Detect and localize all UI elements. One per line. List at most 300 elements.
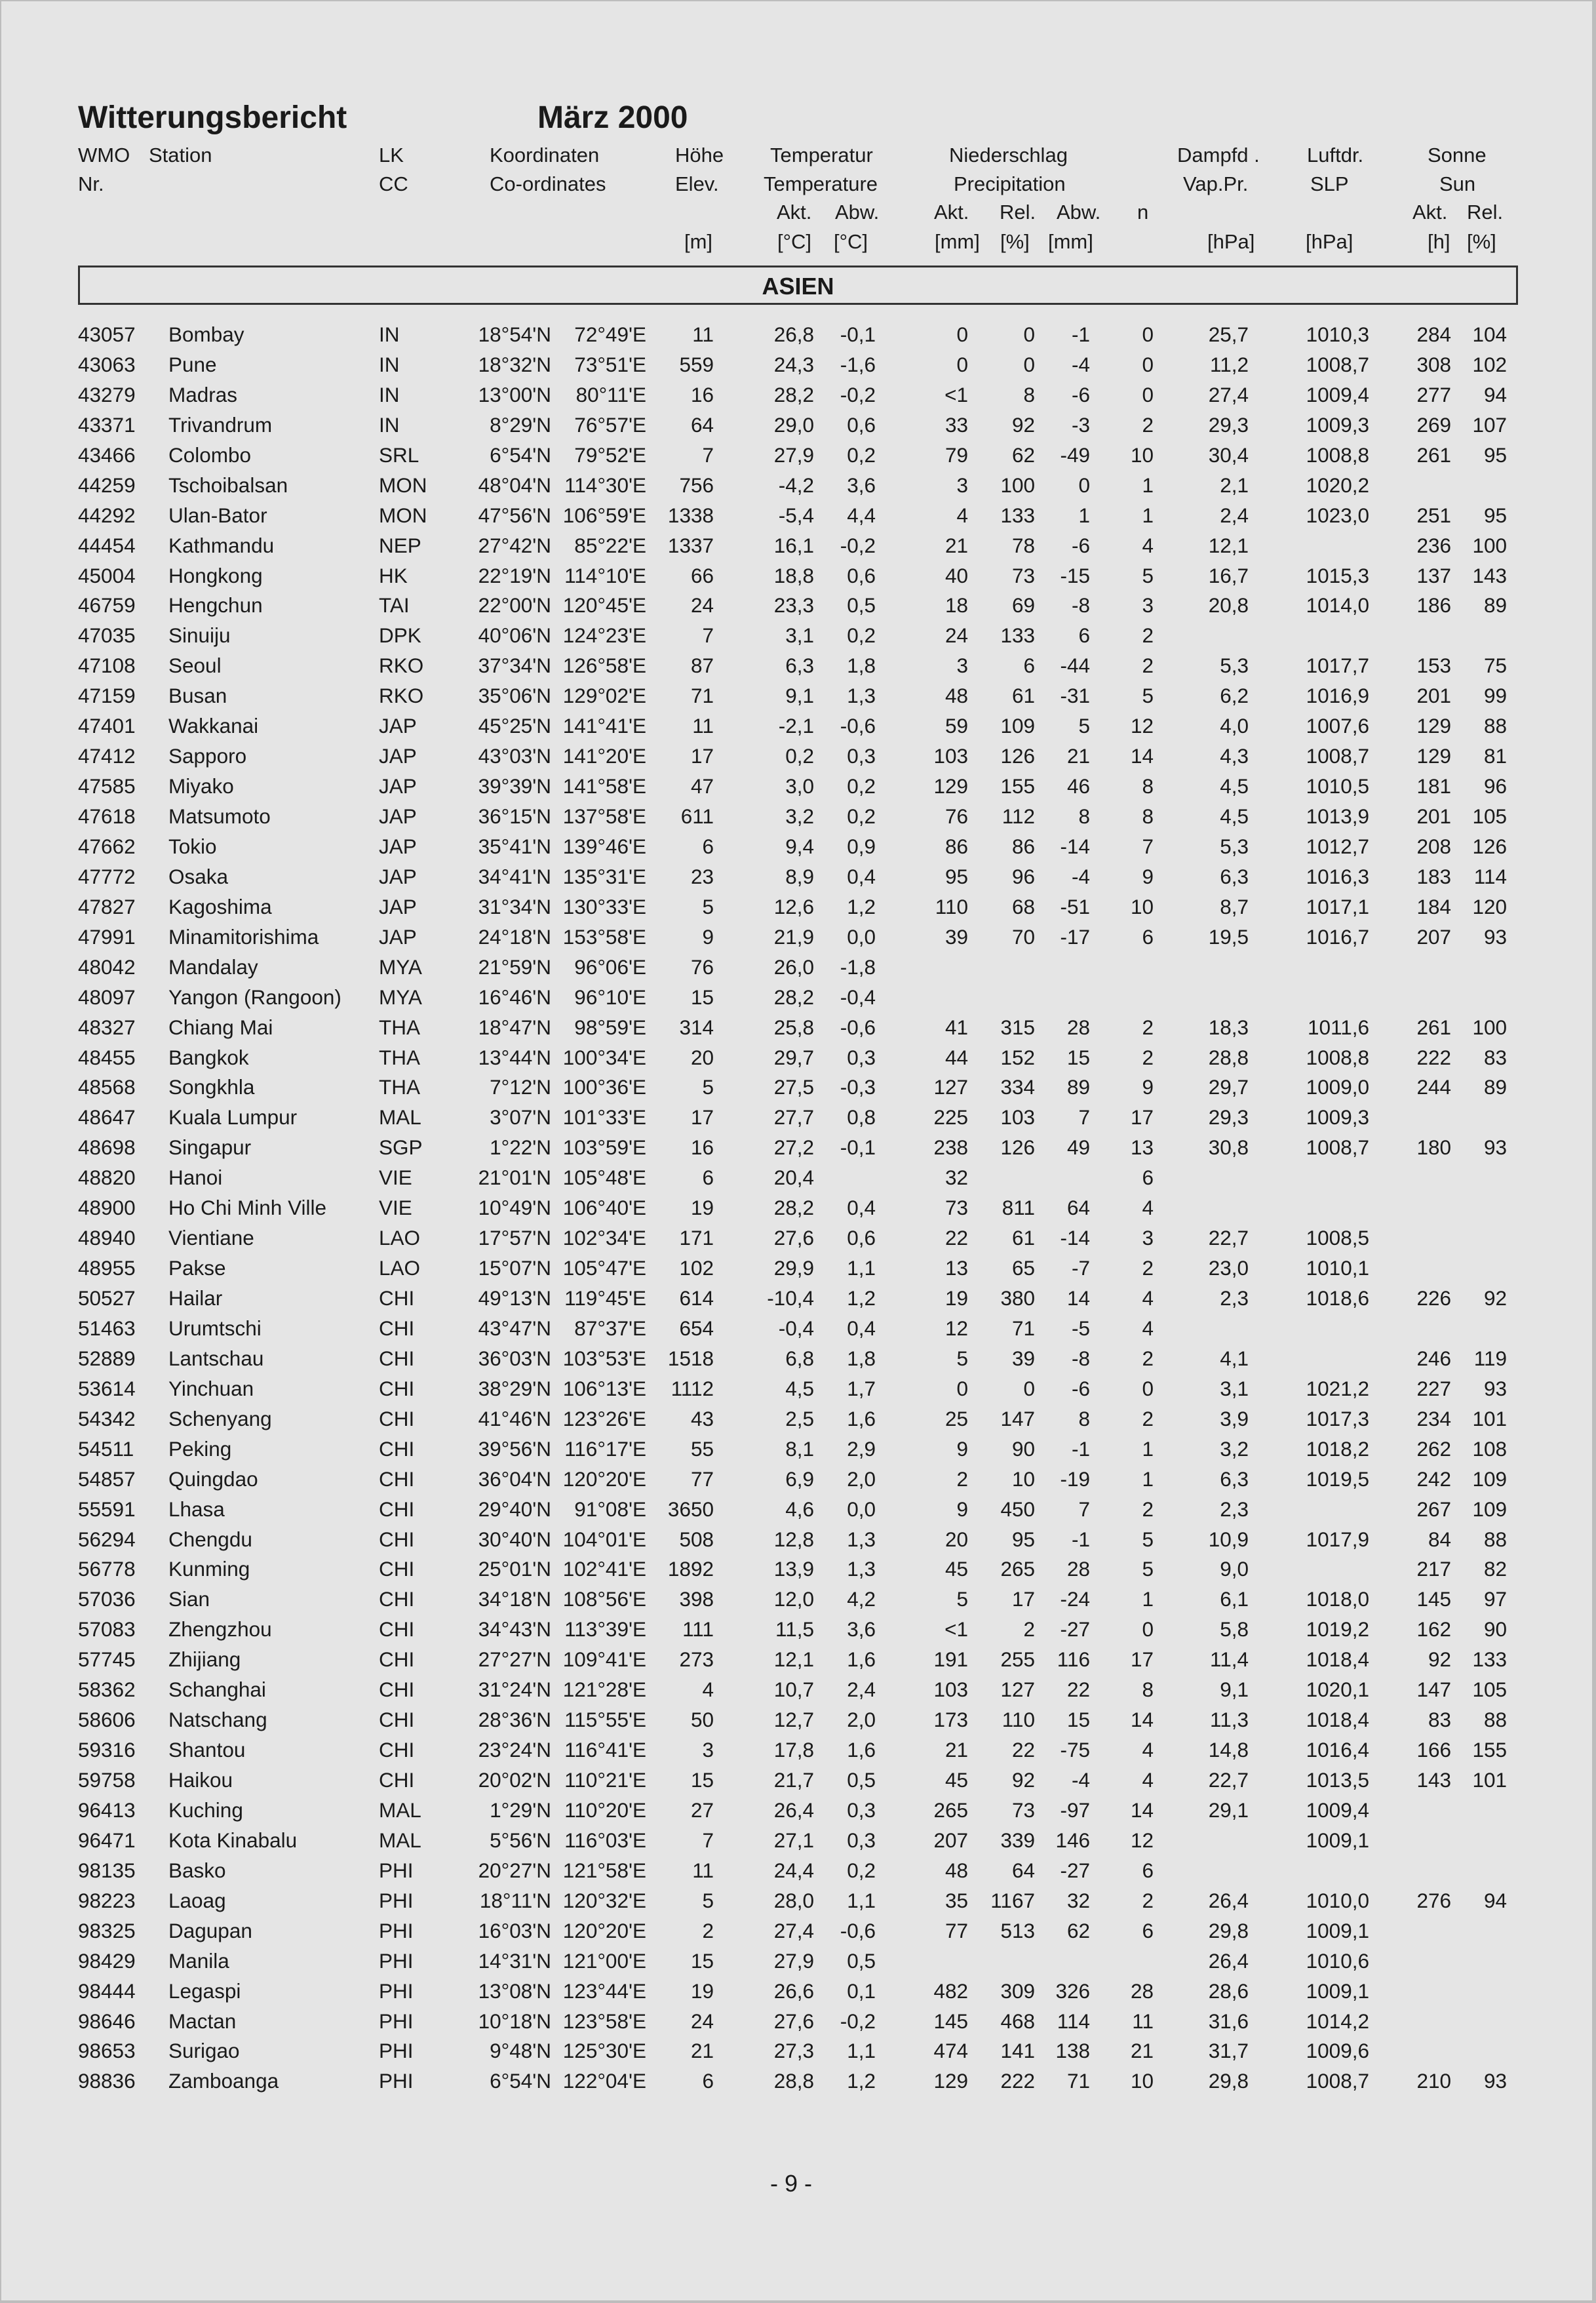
cell-station-name: Kuala Lumpur xyxy=(168,1105,298,1130)
cell-elevation: 9 xyxy=(702,924,714,949)
cell-sun-rel: 89 xyxy=(1483,593,1507,618)
cell-precip-dev: -8 xyxy=(1071,1346,1090,1370)
cell-precip-dev: 15 xyxy=(1066,1045,1090,1069)
cell-wmo-number: 59758 xyxy=(78,1768,136,1792)
cell-precip-days: 28 xyxy=(1130,1978,1154,2003)
cell-wmo-number: 48455 xyxy=(78,1045,136,1069)
cell-precip-dev: -49 xyxy=(1060,443,1090,467)
cell-temp-actual: 26,4 xyxy=(773,1798,814,1822)
cell-station-name: Busan xyxy=(168,684,227,708)
cell-sun-hours: 153 xyxy=(1416,654,1451,678)
cell-sea-level-pressure: 1014,2 xyxy=(1306,2009,1369,2033)
cell-precip-actual: 103 xyxy=(933,1678,968,1702)
cell-longitude: 105°47'E xyxy=(562,1256,646,1280)
cell-vapour-pressure: 3,2 xyxy=(1220,1436,1249,1461)
cell-sun-hours: 210 xyxy=(1416,2069,1451,2093)
cell-precip-days: 10 xyxy=(1130,894,1154,918)
cell-latitude: 39°39'N xyxy=(478,774,551,798)
cell-sun-hours: 251 xyxy=(1416,503,1451,527)
cell-elevation: 24 xyxy=(690,593,714,618)
cell-temp-deviation: 2,0 xyxy=(847,1466,876,1491)
table-row xyxy=(1,561,1596,591)
cell-temp-actual: 8,9 xyxy=(785,864,814,888)
cell-precip-days: 4 xyxy=(1142,1768,1154,1792)
cell-temp-deviation: 0,2 xyxy=(847,774,876,798)
cell-precip-dev: -17 xyxy=(1060,924,1090,949)
cell-sun-rel: 92 xyxy=(1483,1286,1507,1310)
cell-longitude: 137°58'E xyxy=(562,804,646,828)
cell-precip-dev: -51 xyxy=(1060,894,1090,918)
cell-country-code: PHI xyxy=(379,2069,414,2093)
cell-precip-actual: 9 xyxy=(956,1497,968,1521)
cell-elevation: 314 xyxy=(679,1015,714,1039)
cell-sun-hours: 227 xyxy=(1416,1376,1451,1400)
cell-temp-deviation: -0,1 xyxy=(840,1135,876,1160)
cell-station-name: Legaspi xyxy=(168,1978,241,2003)
cell-precip-rel: 152 xyxy=(1000,1045,1035,1069)
cell-sun-rel: 88 xyxy=(1483,1527,1507,1551)
header-temp-de: Temperatur xyxy=(770,144,873,167)
cell-sun-rel: 89 xyxy=(1483,1075,1507,1099)
cell-temp-actual: 12,6 xyxy=(773,894,814,918)
cell-precip-actual: 238 xyxy=(933,1135,968,1160)
cell-temp-actual: 10,7 xyxy=(773,1678,814,1702)
cell-station-name: Chiang Mai xyxy=(168,1015,273,1039)
cell-longitude: 135°31'E xyxy=(562,864,646,888)
header-temp-abw: Abw. xyxy=(835,201,880,224)
cell-precip-rel: 62 xyxy=(1011,443,1035,467)
cell-longitude: 121°28'E xyxy=(562,1678,646,1702)
cell-longitude: 113°39'E xyxy=(564,1617,646,1642)
cell-temp-deviation: 0,0 xyxy=(847,924,876,949)
cell-precip-days: 14 xyxy=(1130,1708,1154,1732)
cell-precip-dev: 146 xyxy=(1055,1828,1090,1852)
cell-precip-days: 4 xyxy=(1142,533,1154,557)
cell-sea-level-pressure: 1017,7 xyxy=(1306,654,1369,678)
cell-wmo-number: 98429 xyxy=(78,1948,136,1973)
cell-longitude: 106°59'E xyxy=(562,503,646,527)
table-row xyxy=(1,380,1596,410)
cell-wmo-number: 48940 xyxy=(78,1226,136,1250)
cell-latitude: 31°24'N xyxy=(478,1678,551,1702)
header-wmo-1: WMO xyxy=(78,144,130,167)
cell-country-code: PHI xyxy=(379,1918,414,1942)
cell-precip-actual: 129 xyxy=(933,2069,968,2093)
cell-latitude: 18°32'N xyxy=(478,352,551,376)
cell-vapour-pressure: 6,1 xyxy=(1220,1587,1249,1611)
cell-wmo-number: 96413 xyxy=(78,1798,136,1822)
cell-station-name: Seoul xyxy=(168,654,222,678)
cell-latitude: 45°25'N xyxy=(478,714,551,738)
cell-country-code: CHI xyxy=(379,1708,415,1732)
cell-station-name: Wakkanai xyxy=(168,714,259,738)
cell-wmo-number: 53614 xyxy=(78,1376,136,1400)
cell-latitude: 22°19'N xyxy=(478,563,551,587)
cell-precip-rel: 61 xyxy=(1011,684,1035,708)
cell-elevation: 6 xyxy=(702,1166,714,1190)
table-row xyxy=(1,591,1596,621)
cell-longitude: 121°58'E xyxy=(562,1858,646,1882)
table-row xyxy=(1,2036,1596,2066)
table-row xyxy=(1,862,1596,892)
cell-precip-rel: 380 xyxy=(1000,1286,1035,1310)
cell-country-code: MAL xyxy=(379,1828,421,1852)
cell-latitude: 18°11'N xyxy=(479,1888,551,1912)
cell-precip-actual: 5 xyxy=(956,1587,968,1611)
cell-latitude: 35°06'N xyxy=(478,684,551,708)
cell-temp-deviation: 0,9 xyxy=(847,834,876,858)
cell-precip-rel: 39 xyxy=(1011,1346,1035,1370)
cell-wmo-number: 47412 xyxy=(78,744,136,768)
cell-elevation: 614 xyxy=(679,1286,714,1310)
cell-longitude: 115°55'E xyxy=(564,1708,646,1732)
cell-sea-level-pressure: 1010,5 xyxy=(1306,774,1369,798)
cell-temp-actual: 21,9 xyxy=(773,924,814,949)
cell-country-code: THA xyxy=(379,1075,420,1099)
cell-precip-days: 2 xyxy=(1142,1256,1154,1280)
cell-country-code: CHI xyxy=(379,1436,415,1461)
cell-precip-rel: 2 xyxy=(1023,1617,1035,1642)
cell-temp-deviation: 0,3 xyxy=(847,744,876,768)
cell-country-code: CHI xyxy=(379,1527,415,1551)
cell-vapour-pressure: 26,4 xyxy=(1208,1888,1249,1912)
cell-precip-days: 6 xyxy=(1142,1858,1154,1882)
header-temp-akt: Akt. xyxy=(777,201,812,224)
cell-precip-dev: 7 xyxy=(1078,1497,1090,1521)
cell-temp-deviation: 1,2 xyxy=(847,1286,876,1310)
cell-sun-hours: 269 xyxy=(1416,412,1451,437)
cell-wmo-number: 54857 xyxy=(78,1466,136,1491)
table-row xyxy=(1,1434,1596,1465)
cell-country-code: CHI xyxy=(379,1647,415,1672)
cell-latitude: 18°47'N xyxy=(478,1015,551,1039)
cell-elevation: 5 xyxy=(702,1075,714,1099)
cell-temp-actual: 6,8 xyxy=(785,1346,814,1370)
cell-vapour-pressure: 29,8 xyxy=(1208,1918,1249,1942)
cell-latitude: 38°29'N xyxy=(478,1376,551,1400)
cell-temp-deviation: 2,0 xyxy=(847,1708,876,1732)
cell-wmo-number: 48698 xyxy=(78,1135,136,1160)
cell-vapour-pressure: 10,9 xyxy=(1208,1527,1249,1551)
cell-elevation: 27 xyxy=(690,1798,714,1822)
cell-longitude: 116°41'E xyxy=(564,1738,646,1762)
cell-elevation: 66 xyxy=(690,563,714,587)
cell-temp-actual: 28,2 xyxy=(773,382,814,406)
cell-sun-hours: 244 xyxy=(1416,1075,1451,1099)
cell-sea-level-pressure: 1010,0 xyxy=(1306,1888,1369,1912)
cell-temp-deviation: 3,6 xyxy=(847,473,876,497)
cell-precip-actual: 225 xyxy=(933,1105,968,1130)
cell-elevation: 17 xyxy=(690,744,714,768)
cell-sun-rel: 104 xyxy=(1472,323,1507,346)
cell-vapour-pressure: 11,3 xyxy=(1210,1708,1249,1732)
cell-sun-hours: 261 xyxy=(1416,443,1451,467)
cell-latitude: 27°27'N xyxy=(478,1647,551,1672)
cell-precip-days: 14 xyxy=(1130,744,1154,768)
cell-latitude: 36°03'N xyxy=(478,1346,551,1370)
cell-station-name: Ho Chi Minh Ville xyxy=(168,1196,327,1220)
cell-precip-rel: 73 xyxy=(1011,1798,1035,1822)
cell-precip-rel: 513 xyxy=(1000,1918,1035,1942)
cell-sun-rel: 109 xyxy=(1472,1497,1507,1521)
header-slp-en: SLP xyxy=(1310,172,1349,195)
cell-wmo-number: 58606 xyxy=(78,1708,136,1732)
cell-country-code: VIE xyxy=(379,1196,412,1220)
cell-sun-hours: 183 xyxy=(1416,864,1451,888)
cell-precip-rel: 70 xyxy=(1011,924,1035,949)
cell-latitude: 40°06'N xyxy=(478,623,551,648)
cell-longitude: 103°53'E xyxy=(562,1346,646,1370)
header-precip-abw: Abw. xyxy=(1057,201,1101,224)
cell-station-name: Schenyang xyxy=(168,1406,272,1430)
cell-station-name: Hongkong xyxy=(168,563,263,587)
cell-country-code: JAP xyxy=(379,894,417,918)
cell-precip-actual: 9 xyxy=(956,1436,968,1461)
cell-precip-rel: 468 xyxy=(1000,2009,1035,2033)
cell-latitude: 35°41'N xyxy=(478,834,551,858)
cell-temp-deviation: -0,6 xyxy=(840,1918,876,1942)
section-banner xyxy=(78,266,1518,305)
cell-temp-deviation: -1,8 xyxy=(840,955,876,979)
cell-precip-dev: 62 xyxy=(1066,1918,1090,1942)
cell-temp-actual: 12,7 xyxy=(773,1708,814,1732)
cell-station-name: Schanghai xyxy=(168,1678,266,1702)
cell-country-code: CHI xyxy=(379,1466,415,1491)
cell-longitude: 76°57'E xyxy=(574,412,646,437)
cell-elevation: 50 xyxy=(690,1708,714,1732)
cell-elevation: 756 xyxy=(679,473,714,497)
page-number: - 9 - xyxy=(770,2170,813,2197)
cell-elevation: 3 xyxy=(702,1738,714,1762)
cell-precip-dev: 116 xyxy=(1057,1647,1090,1672)
cell-sun-hours: 181 xyxy=(1416,774,1451,798)
cell-precip-actual: 191 xyxy=(933,1647,968,1672)
table-row xyxy=(1,1073,1596,1103)
cell-sea-level-pressure: 1009,1 xyxy=(1306,1978,1369,2003)
cell-wmo-number: 45004 xyxy=(78,563,136,587)
cell-latitude: 41°46'N xyxy=(478,1406,551,1430)
cell-precip-dev: -8 xyxy=(1071,593,1090,618)
cell-precip-days: 12 xyxy=(1130,1828,1154,1852)
cell-elevation: 76 xyxy=(690,955,714,979)
cell-precip-actual: 21 xyxy=(944,533,968,557)
table-row xyxy=(1,741,1596,772)
table-row xyxy=(1,471,1596,501)
cell-wmo-number: 57083 xyxy=(78,1617,136,1642)
cell-longitude: 114°10'E xyxy=(564,563,646,587)
header-slp-unit: [hPa] xyxy=(1306,230,1353,253)
table-row xyxy=(1,1133,1596,1163)
cell-wmo-number: 57745 xyxy=(78,1647,136,1672)
cell-country-code: IN xyxy=(379,412,400,437)
cell-precip-actual: 103 xyxy=(933,744,968,768)
header-sun-en: Sun xyxy=(1439,172,1476,195)
cell-vapour-pressure: 18,3 xyxy=(1208,1015,1249,1039)
cell-sun-hours: 201 xyxy=(1416,684,1451,708)
cell-elevation: 4 xyxy=(702,1678,714,1702)
cell-station-name: Manila xyxy=(168,1948,229,1973)
cell-country-code: CHI xyxy=(379,1376,415,1400)
cell-latitude: 1°22'N xyxy=(490,1135,551,1160)
cell-sea-level-pressure: 1009,1 xyxy=(1306,1918,1369,1942)
cell-station-name: Laoag xyxy=(168,1888,226,1912)
cell-country-code: CHI xyxy=(379,1497,415,1521)
cell-precip-days: 13 xyxy=(1130,1135,1154,1160)
cell-latitude: 13°00'N xyxy=(478,382,551,406)
cell-wmo-number: 98223 xyxy=(78,1888,136,1912)
cell-sea-level-pressure: 1009,4 xyxy=(1306,1798,1369,1822)
cell-sea-level-pressure: 1009,3 xyxy=(1306,1105,1369,1130)
cell-elevation: 102 xyxy=(679,1256,714,1280)
cell-precip-actual: 73 xyxy=(944,1196,968,1220)
cell-country-code: JAP xyxy=(379,774,417,798)
cell-temp-deviation: 0,2 xyxy=(847,1858,876,1882)
cell-precip-rel: 133 xyxy=(1000,623,1035,648)
header-precip-en: Precipitation xyxy=(954,172,1066,195)
cell-country-code: HK xyxy=(379,563,408,587)
cell-station-name: Chengdu xyxy=(168,1527,252,1551)
cell-precip-rel: 10 xyxy=(1011,1466,1035,1491)
cell-station-name: Yinchuan xyxy=(168,1376,254,1400)
cell-latitude: 6°54'N xyxy=(490,2069,551,2093)
cell-temp-actual: 16,1 xyxy=(773,533,814,557)
cell-sea-level-pressure: 1011,6 xyxy=(1307,1015,1369,1039)
cell-vapour-pressure: 6,3 xyxy=(1220,1466,1249,1491)
table-row xyxy=(1,1675,1596,1705)
cell-precip-dev: 32 xyxy=(1066,1888,1090,1912)
header-vap-en: Vap.Pr. xyxy=(1183,172,1249,195)
cell-temp-actual: 27,4 xyxy=(773,1918,814,1942)
cell-sun-hours: 145 xyxy=(1416,1587,1451,1611)
cell-precip-days: 8 xyxy=(1142,1678,1154,1702)
cell-longitude: 120°20'E xyxy=(562,1466,646,1491)
cell-elevation: 1112 xyxy=(671,1376,714,1400)
cell-sun-hours: 267 xyxy=(1416,1497,1451,1521)
cell-wmo-number: 56778 xyxy=(78,1557,136,1581)
cell-temp-deviation: 0,4 xyxy=(847,864,876,888)
cell-longitude: 123°44'E xyxy=(562,1978,646,2003)
cell-precip-days: 6 xyxy=(1142,924,1154,949)
cell-vapour-pressure: 4,5 xyxy=(1220,804,1249,828)
cell-latitude: 34°43'N xyxy=(478,1617,551,1642)
cell-elevation: 1338 xyxy=(667,503,714,527)
cell-precip-rel: 309 xyxy=(1000,1978,1035,2003)
cell-sun-rel: 82 xyxy=(1483,1557,1507,1581)
cell-temp-deviation: 1,8 xyxy=(847,654,876,678)
cell-precip-actual: 33 xyxy=(944,412,968,437)
cell-elevation: 23 xyxy=(690,864,714,888)
cell-temp-deviation: 0,3 xyxy=(847,1798,876,1822)
cell-vapour-pressure: 28,6 xyxy=(1208,1978,1249,2003)
cell-precip-days: 9 xyxy=(1142,864,1154,888)
cell-elevation: 611 xyxy=(680,804,714,828)
cell-precip-days: 12 xyxy=(1130,714,1154,738)
cell-precip-dev: -7 xyxy=(1071,1256,1090,1280)
cell-precip-actual: 95 xyxy=(944,864,968,888)
cell-sea-level-pressure: 1009,6 xyxy=(1306,2039,1369,2063)
table-row xyxy=(1,1344,1596,1374)
cell-wmo-number: 44292 xyxy=(78,503,136,527)
cell-latitude: 13°44'N xyxy=(478,1045,551,1069)
cell-temp-deviation: 0,0 xyxy=(847,1497,876,1521)
cell-longitude: 104°01'E xyxy=(562,1527,646,1551)
cell-precip-actual: 5 xyxy=(956,1346,968,1370)
table-row xyxy=(1,410,1596,441)
cell-longitude: 72°49'E xyxy=(574,323,646,346)
cell-precip-rel: 155 xyxy=(1000,774,1035,798)
cell-station-name: Zhengzhou xyxy=(168,1617,272,1642)
cell-elevation: 64 xyxy=(690,412,714,437)
cell-precip-actual: 21 xyxy=(944,1738,968,1762)
table-row xyxy=(1,441,1596,471)
table-row xyxy=(1,1946,1596,1977)
cell-elevation: 24 xyxy=(690,2009,714,2033)
cell-precip-dev: 1 xyxy=(1078,503,1090,527)
cell-sun-rel: 100 xyxy=(1472,533,1507,557)
cell-temp-deviation: 0,6 xyxy=(847,412,876,437)
cell-vapour-pressure: 11,4 xyxy=(1210,1647,1249,1672)
cell-station-name: Ulan-Bator xyxy=(168,503,267,527)
cell-temp-actual: 27,1 xyxy=(773,1828,814,1852)
cell-station-name: Tokio xyxy=(168,834,217,858)
cell-station-name: Trivandrum xyxy=(168,412,273,437)
cell-elevation: 508 xyxy=(679,1527,714,1551)
cell-precip-dev: 46 xyxy=(1066,774,1090,798)
cell-precip-days: 5 xyxy=(1142,1527,1154,1551)
cell-sun-rel: 155 xyxy=(1472,1738,1507,1762)
cell-wmo-number: 47662 xyxy=(78,834,136,858)
cell-elevation: 19 xyxy=(690,1196,714,1220)
cell-precip-dev: 114 xyxy=(1057,2009,1090,2033)
cell-sun-rel: 119 xyxy=(1473,1346,1507,1370)
cell-elevation: 11 xyxy=(692,323,714,346)
cell-vapour-pressure: 19,5 xyxy=(1208,924,1249,949)
cell-vapour-pressure: 5,8 xyxy=(1220,1617,1249,1642)
cell-temp-actual: 3,1 xyxy=(785,623,814,648)
cell-temp-actual: 12,8 xyxy=(773,1527,814,1551)
cell-longitude: 100°34'E xyxy=(562,1045,646,1069)
cell-precip-days: 4 xyxy=(1142,1286,1154,1310)
cell-precip-dev: -44 xyxy=(1060,654,1090,678)
table-row xyxy=(1,983,1596,1013)
cell-sun-hours: 129 xyxy=(1416,744,1451,768)
cell-precip-actual: 2 xyxy=(956,1466,968,1491)
cell-sun-hours: 180 xyxy=(1416,1135,1451,1160)
cell-precip-rel: 86 xyxy=(1011,834,1035,858)
cell-temp-actual: 29,7 xyxy=(773,1045,814,1069)
cell-wmo-number: 98646 xyxy=(78,2009,136,2033)
table-row xyxy=(1,350,1596,380)
cell-precip-days: 2 xyxy=(1142,1015,1154,1039)
cell-precip-actual: 4 xyxy=(956,503,968,527)
cell-vapour-pressure: 4,3 xyxy=(1220,744,1249,768)
cell-precip-days: 0 xyxy=(1142,323,1154,346)
cell-precip-days: 17 xyxy=(1130,1105,1154,1130)
cell-vapour-pressure: 31,6 xyxy=(1208,2009,1249,2033)
cell-latitude: 48°04'N xyxy=(478,473,551,497)
cell-latitude: 17°57'N xyxy=(478,1226,551,1250)
cell-precip-days: 3 xyxy=(1142,1226,1154,1250)
cell-sea-level-pressure: 1008,7 xyxy=(1306,744,1369,768)
cell-longitude: 122°04'E xyxy=(562,2069,646,2093)
cell-precip-days: 7 xyxy=(1142,834,1154,858)
cell-temp-deviation: 0,5 xyxy=(847,1768,876,1792)
cell-temp-actual: 27,2 xyxy=(773,1135,814,1160)
cell-precip-days: 4 xyxy=(1142,1316,1154,1340)
cell-temp-actual: 9,1 xyxy=(785,684,814,708)
cell-temp-deviation: 0,3 xyxy=(847,1045,876,1069)
cell-precip-days: 10 xyxy=(1130,2069,1154,2093)
